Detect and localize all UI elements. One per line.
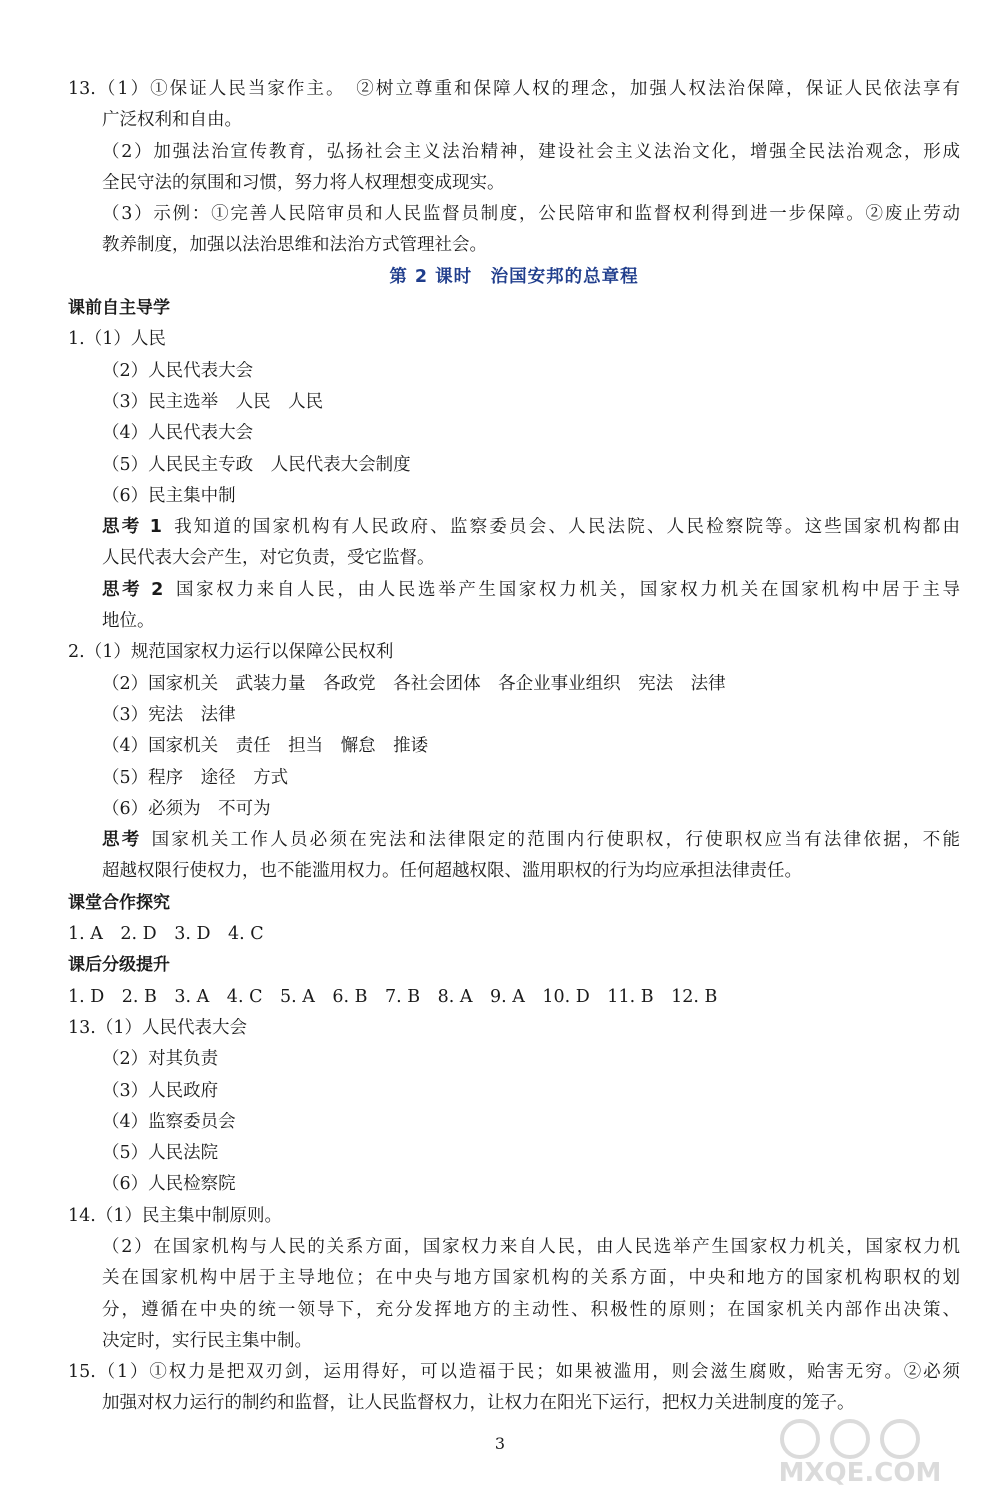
answer-line: （3）民主选举 人民 人民 [102,391,324,412]
section-heading: 课前自主导学 [68,298,170,319]
answer-line: （2）对其负责 [102,1049,219,1070]
watermark-text: MXQE.COM [778,1458,942,1488]
section-heading: 课后分级提升 [68,955,170,976]
watermark-logo [740,1411,980,1491]
answer-line: 分，遵循在中央的统一领导下，充分发挥地方的主动性、积极性的原则；在国家机关内部作出决策、 [102,1299,960,1320]
think-label: 思考 2 [102,579,164,600]
answer-line: 加强对权力运行的制约和监督，让人民监督权力，让权力在阳光下运行，把权力关进制度的笼子。 [102,1393,855,1414]
think-line [68,825,960,856]
answer-line: （3）宪法 法律 [102,704,236,725]
answer-line: （4）监察委员会 [102,1111,236,1132]
answer-line: 地位。 [102,611,155,632]
answer-line: 13.（1）人民代表大会 [68,1017,247,1038]
answer-line: 1. D 2. B 3. A 4. C 5. A 6. B 7. B 8. A 9. A 10. D 11. B 12. B [68,986,718,1007]
answer-line: （5）人民法院 [102,1143,219,1164]
lesson-title-text: 第 2 课时 治国安邦的总章程 [389,266,639,287]
answer-line: （4）国家机关 责任 担当 懈怠 推诿 [102,736,429,757]
answer-line: 1.（1）人民 [68,329,166,350]
answer-line: （3）示例：①完善人民陪审员和人民监督员制度，公民陪审和监督权利得到进一步保障。②废止劳动 [102,204,960,225]
lesson-title [68,262,960,293]
answer-line: （2）在国家机构与人民的关系方面，国家权力来自人民，由人民选举产生国家权力机关，国家权力机 [102,1236,960,1257]
answer-line: 13.（1）①保证人民当家作主。 ②树立尊重和保障人权的理念，加强人权法治保障，保证人民依法享有 [68,79,960,99]
answer-line: （5）人民民主专政 人民代表大会制度 [102,454,411,475]
answer-line: （2）加强法治宣传教育，弘扬社会主义法治精神，建设社会主义法治文化，增强全民法治观念，形成 [102,141,960,162]
think-label: 思考 1 [102,517,162,538]
answer-line: 决定时，实行民主集中制。 [102,1330,312,1351]
think-line [68,512,960,543]
answer-line: （6）人民检察院 [102,1174,236,1195]
answer-line: 关在国家机构中居于主导地位；在中央与地方国家机构的关系方面，中央和地方的国家机构职权的划 [102,1268,960,1289]
answer-content [68,74,960,1420]
answer-line: （3）人民政府 [102,1080,219,1101]
answer-line: （6）民主集中制 [102,485,236,506]
section-heading: 课堂合作探究 [68,892,170,913]
answer-line: 全民守法的氛围和习惯，努力将人权理想变成现实。 [102,172,505,193]
answer-line: （5）程序 途径 方式 [102,767,289,788]
answer-line: （6）必须为 不可为 [102,798,271,819]
think-text: 我知道的国家机构有人民政府、监察委员会、人民法院、人民检察院等。这些国家机构都由 [171,517,960,538]
think-label: 思考 [102,830,142,851]
think-line [68,575,960,606]
think-text: 国家机关工作人员必须在宪法和法律限定的范围内行使职权，行使职权应当有法律依据，不能 [151,830,960,851]
answer-line: 超越权限行使权力，也不能滥用权力。任何超越权限、滥用职权的行为均应承担法律责任。 [102,861,802,882]
answer-line: 1. A 2. D 3. D 4. C [68,924,264,945]
answer-line: 14.（1）民主集中制原则。 [68,1205,282,1226]
answer-line: 教养制度，加强以法治思维和法治方式管理社会。 [102,235,487,256]
answer-line: 2.（1）规范国家权力运行以保障公民权利 [68,642,394,663]
answer-line: （2）人民代表大会 [102,360,254,381]
answer-line: （2）国家机关 武装力量 各政党 各社会团体 各企业事业组织 宪法 法律 [102,673,726,694]
answer-line: 广泛权利和自由。 [102,110,242,131]
answer-line: 人民代表大会产生，对它负责，受它监督。 [102,548,435,569]
answer-line: 15.（1）①权力是把双刃剑，运用得好，可以造福于民；如果被滥用，则会滋生腐败，贻害无穷。②必须 [68,1362,960,1383]
page-number: 3 [494,1434,506,1453]
answer-line: （4）人民代表大会 [102,423,254,444]
think-text: 国家权力来自人民，由人民选举产生国家权力机关，国家权力机关在国家机构中居于主导 [173,579,960,600]
